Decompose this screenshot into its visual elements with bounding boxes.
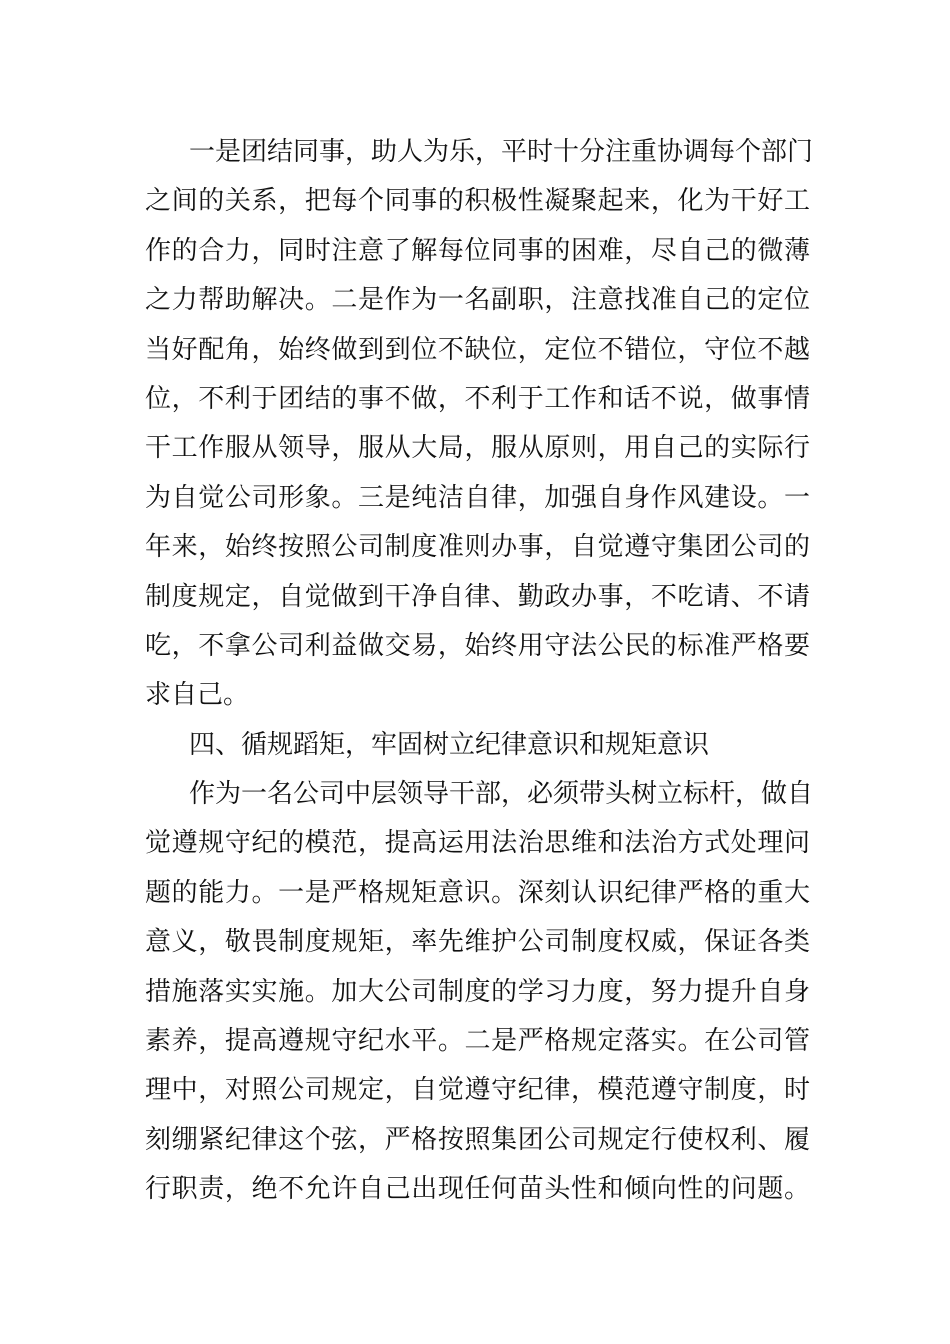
paragraph-line: 刻绷紧纪律这个弦，严格按照集团公司规定行使权利、履 (145, 1124, 810, 1155)
paragraph-line: 题的能力。一是严格规矩意识。深刻认识纪律严格的重大 (145, 877, 810, 908)
paragraph-line: 一是团结同事，助人为乐，平时十分注重协调每个部门 (189, 137, 814, 167)
paragraph-line: 理中，对照公司规定，自觉遵守纪律，模范遵守制度，时 (145, 1075, 810, 1106)
paragraph-line: 制度规定，自觉做到干净自律、勤政办事，不吃请、不请 (145, 581, 810, 612)
document-body (145, 128, 814, 1215)
paragraph-line: 为自觉公司形象。三是纯洁自律，加强自身作风建设。一 (145, 482, 810, 513)
paragraph-line: 作的合力，同时注意了解每位同事的困难，尽自己的微薄 (145, 235, 810, 266)
paragraph-line: 当好配角，始终做到到位不缺位，定位不错位，守位不越 (145, 334, 810, 365)
paragraph-line: 行职责，绝不允许自己出现任何苗头性和倾向性的问题。 (145, 1174, 810, 1205)
paragraph-2 (145, 770, 814, 1215)
section-heading: 四、循规蹈矩，牢固树立纪律意识和规矩意识 (189, 729, 710, 760)
paragraph-line: 年来，始终按照公司制度准则办事，自觉遵守集团公司的 (145, 532, 810, 563)
paragraph-1 (145, 128, 814, 721)
paragraph-line: 之力帮助解决。二是作为一名副职，注意找准自己的定位 (145, 285, 810, 316)
paragraph-line: 吃，不拿公司利益做交易，始终用守法公民的标准严格要 (145, 630, 810, 661)
paragraph-line: 意义，敬畏制度规矩，率先维护公司制度权威，保证各类 (145, 927, 810, 958)
paragraph-line: 素养，提高遵规守纪水平。二是严格规定落实。在公司管 (145, 1026, 810, 1057)
paragraph-line: 干工作服从领导，服从大局，服从原则，用自己的实际行 (145, 433, 810, 464)
paragraph-line: 位，不利于团结的事不做，不利于工作和话不说，做事情 (145, 383, 810, 414)
paragraph-line: 求自己。 (145, 680, 250, 711)
paragraph-line: 措施落实实施。加大公司制度的学习力度，努力提升自身 (145, 976, 810, 1007)
paragraph-line: 觉遵规守纪的模范，提高运用法治思维和法治方式处理问 (145, 828, 810, 859)
paragraph-line: 作为一名公司中层领导干部，必须带头树立标杆，做自 (189, 779, 814, 810)
paragraph-line: 之间的关系，把每个同事的积极性凝聚起来，化为干好工 (145, 186, 810, 217)
